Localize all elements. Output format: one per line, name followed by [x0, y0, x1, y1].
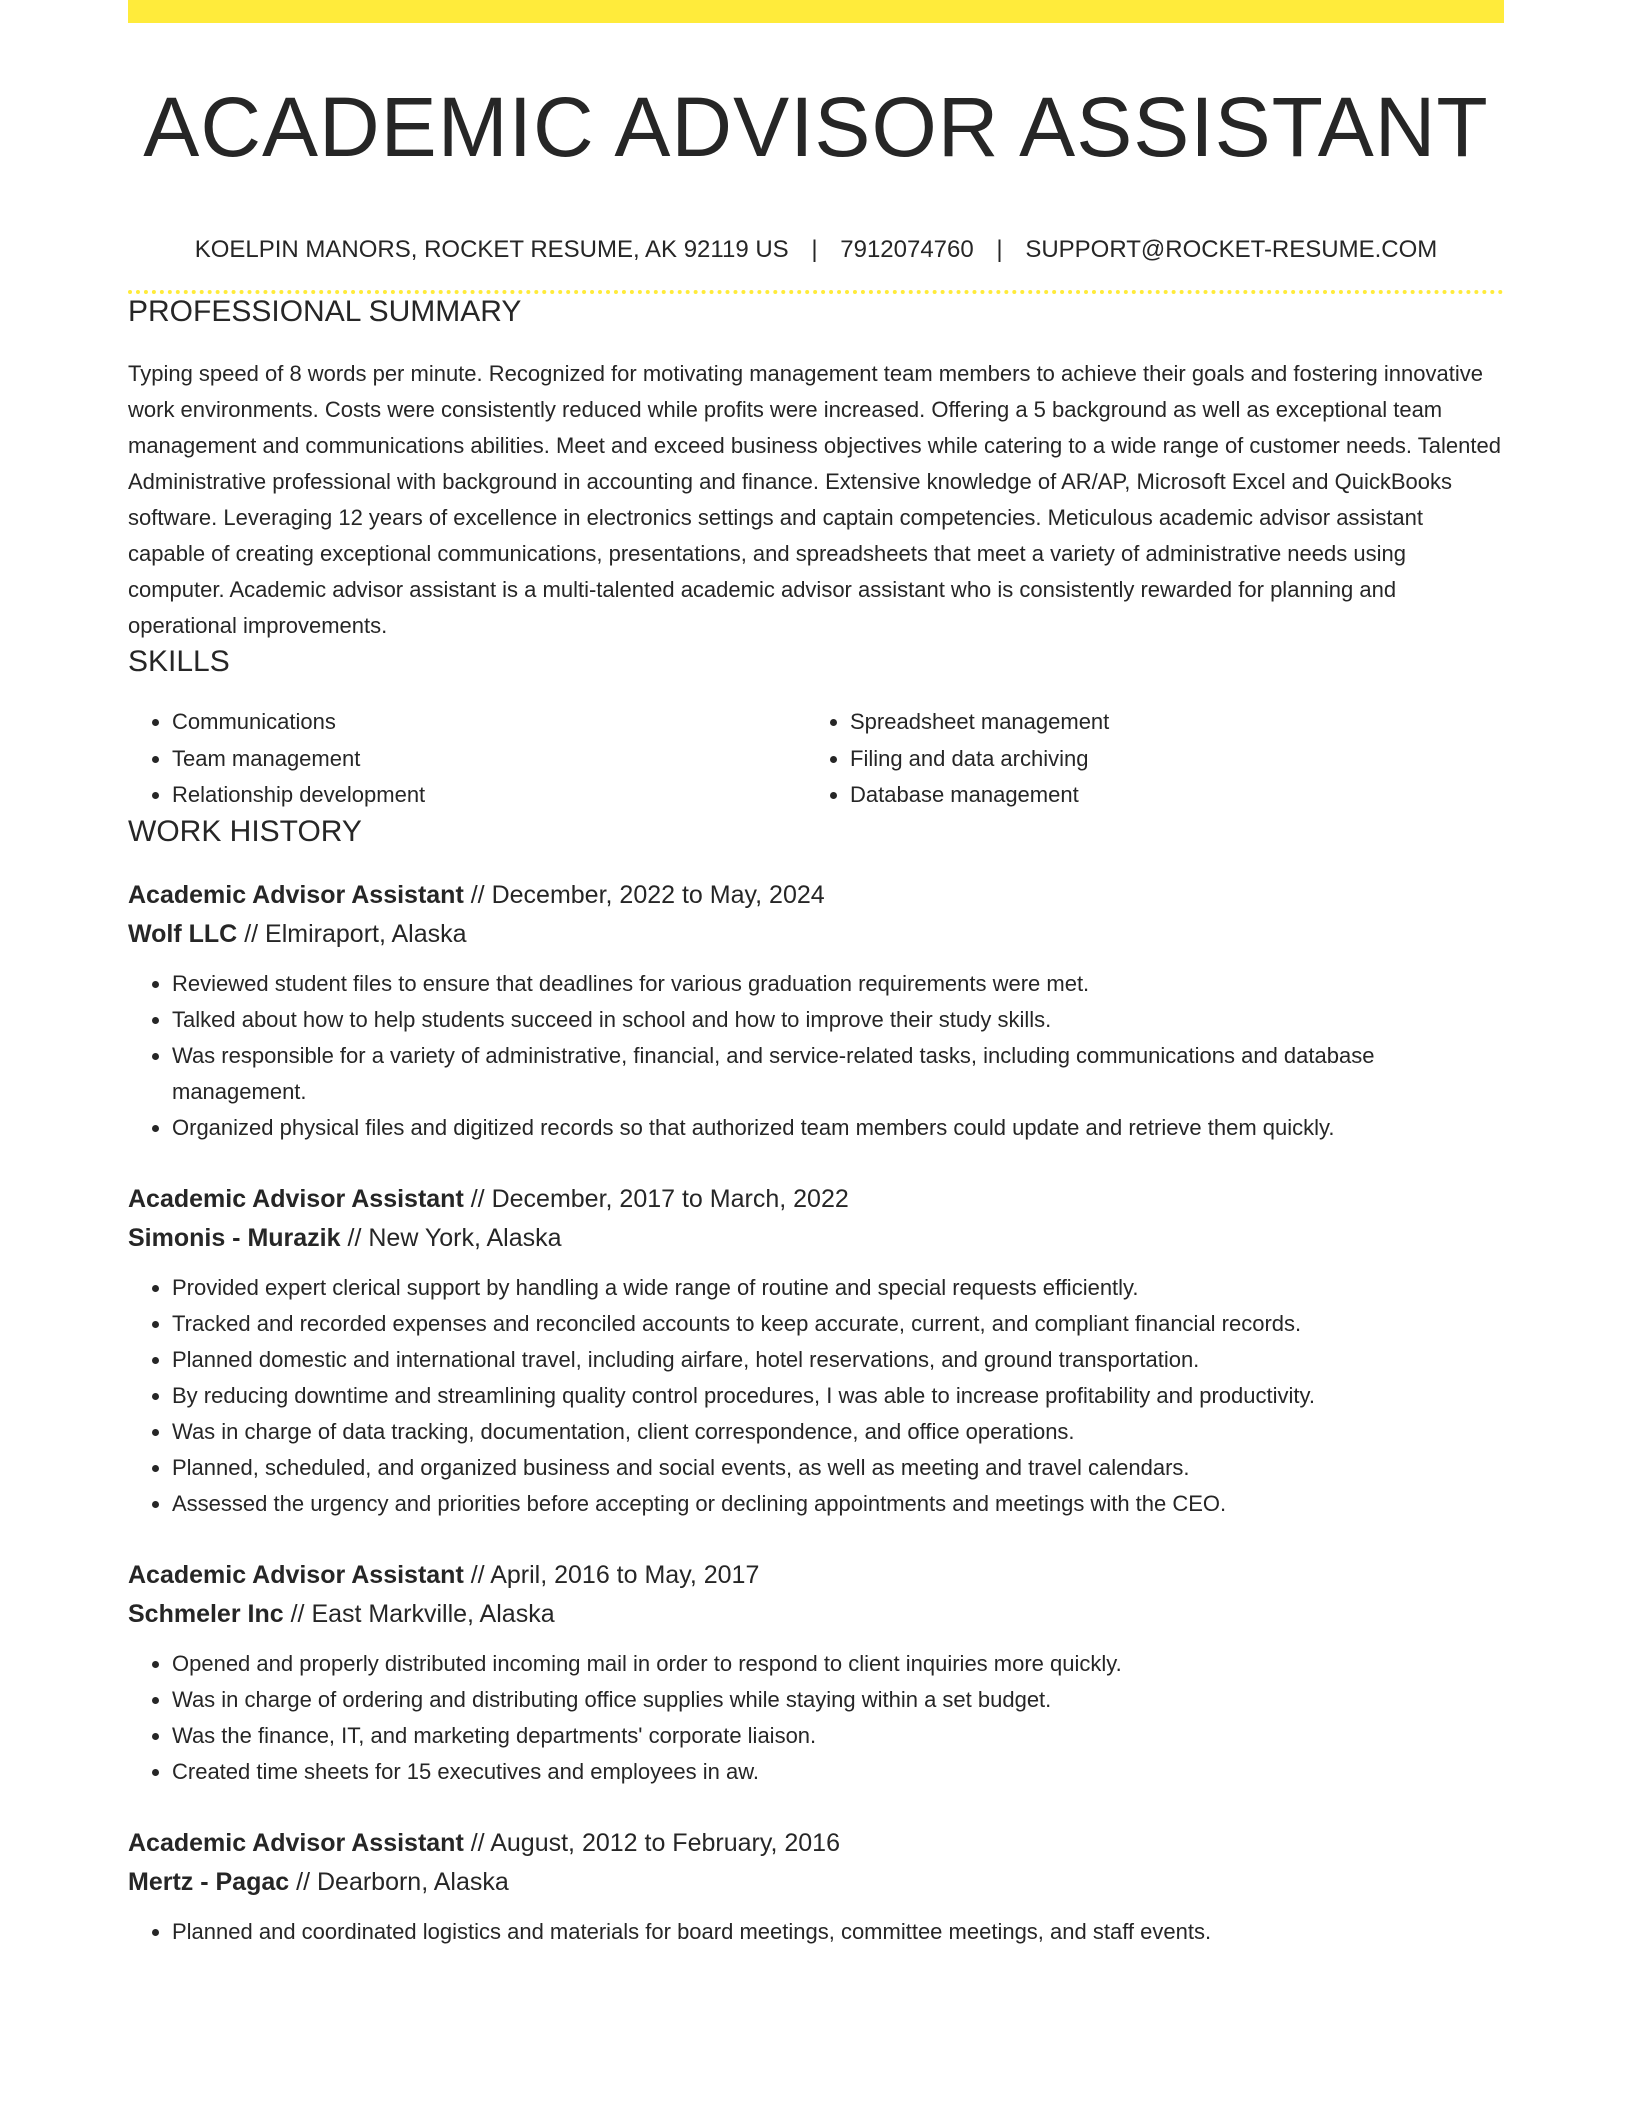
skill-item: • Spreadsheet management [850, 704, 1504, 741]
job-separator: // [347, 1223, 362, 1252]
job-role-line [128, 1824, 1504, 1863]
job-bullet: • Talked about how to help students succeed in school and how to improve their study skills. [172, 1002, 1504, 1038]
skill-item: • Database management [850, 777, 1504, 814]
job-role-line [128, 876, 1504, 915]
top-accent-bar [128, 0, 1504, 23]
job-role: Academic Advisor Assistant [128, 880, 464, 909]
job-bullet: • Planned domestic and international travel, including airfare, hotel reservations, and ground transportation. [172, 1342, 1504, 1378]
skills-heading: SKILLS [128, 645, 230, 679]
job-company-line [128, 1595, 1504, 1634]
job-location: Dearborn, Alaska [316, 1867, 509, 1896]
work-history-heading: WORK HISTORY [128, 814, 362, 848]
job-bullet: • Provided expert clerical support by handling a wide range of routine and special requests efficiently. [172, 1270, 1504, 1306]
job-entry [128, 1556, 1504, 1790]
job-separator: // [470, 1828, 485, 1857]
job-bullet: • Planned, scheduled, and organized business and social events, as well as meeting and travel calendars. [172, 1450, 1504, 1486]
skill-item: • Relationship development [172, 777, 806, 814]
job-bullet: • Tracked and recorded expenses and reconciled accounts to keep accurate, current, and compliant financial records. [172, 1306, 1504, 1342]
job-bullet: • Was in charge of data tracking, documentation, client correspondence, and office operations. [172, 1414, 1504, 1450]
skill-item: • Communications [172, 704, 806, 741]
job-role: Academic Advisor Assistant [128, 1828, 464, 1857]
job-dates: December, 2017 to March, 2022 [491, 1184, 849, 1213]
job-bullets [128, 1914, 1504, 1950]
skills-column-left [128, 704, 806, 814]
job-separator: // [290, 1599, 305, 1628]
job-bullet: • Planned and coordinated logistics and materials for board meetings, committee meetings, and staff events. [172, 1914, 1504, 1950]
resume-page [128, 0, 1504, 1950]
contact-email: SUPPORT@ROCKET-RESUME.COM [1025, 236, 1438, 264]
job-dates: August, 2012 to February, 2016 [490, 1828, 840, 1857]
summary-heading: PROFESSIONAL SUMMARY [128, 295, 522, 329]
job-company: Mertz - Pagac [128, 1867, 290, 1896]
contact-separator: | [811, 236, 818, 264]
job-company-line [128, 1863, 1504, 1902]
job-separator: // [470, 880, 485, 909]
contact-line [128, 235, 1504, 265]
job-bullet: • Was responsible for a variety of administrative, financial, and service-related tasks, including communications and database management. [172, 1038, 1504, 1110]
skill-item: • Filing and data archiving [850, 741, 1504, 778]
job-company: Wolf LLC [128, 919, 238, 948]
job-separator: // [470, 1184, 485, 1213]
job-location: New York, Alaska [368, 1223, 562, 1252]
job-company: Schmeler Inc [128, 1599, 284, 1628]
contact-address: KOELPIN MANORS, ROCKET RESUME, AK 92119 US [194, 236, 789, 264]
job-location: Elmiraport, Alaska [265, 919, 467, 948]
job-bullets [128, 1270, 1504, 1522]
job-entry [128, 876, 1504, 1146]
job-bullet: • By reducing downtime and streamlining quality control procedures, I was able to increase profitability and productivity. [172, 1378, 1504, 1414]
job-company: Simonis - Murazik [128, 1223, 341, 1252]
job-role: Academic Advisor Assistant [128, 1184, 464, 1213]
job-bullet: • Reviewed student files to ensure that deadlines for various graduation requirements were met. [172, 966, 1504, 1002]
job-bullet: • Assessed the urgency and priorities before accepting or declining appointments and meetings with the CEO. [172, 1486, 1504, 1522]
job-bullets [128, 966, 1504, 1146]
resume-title: ACADEMIC ADVISOR ASSISTANT [143, 80, 1489, 174]
job-bullet: • Created time sheets for 15 executives and employees in aw. [172, 1754, 1504, 1790]
job-company-line [128, 915, 1504, 954]
summary-text: Typing speed of 8 words per minute. Recognized for motivating management team members to achieve their goals and fostering innovative work environments. Costs were consistently reduced while profits were increased. Offering a 5 background as well as exceptional team management and communications abilities. Meet and exceed business objectives while catering to a wide range of customer needs. Talented Administrative professional with background in accounting and finance. Extensive knowledge of AR/AP, Microsoft Excel and QuickBooks software. Leveraging 12 years of excellence in electronics settings and captain competencies. Meticulous academic advisor assistant capable of creating exceptional communications, presentations, and spreadsheets that meet a variety of administrative needs using computer. Academic advisor assistant is a multi-talented academic advisor assistant who is consistently rewarded for planning and operational improvements. [128, 361, 1501, 639]
job-separator: // [296, 1867, 311, 1896]
contact-separator: | [996, 236, 1003, 264]
contact-phone: 7912074760 [840, 236, 974, 264]
job-company-line [128, 1219, 1504, 1258]
job-separator: // [244, 919, 259, 948]
job-bullet: • Was the finance, IT, and marketing departments' corporate liaison. [172, 1718, 1504, 1754]
skill-item: • Team management [172, 741, 806, 778]
job-dates: December, 2022 to May, 2024 [491, 880, 825, 909]
job-bullet: • Was in charge of ordering and distributing office supplies while staying within a set budget. [172, 1682, 1504, 1718]
job-entry [128, 1180, 1504, 1522]
skills-column-right [806, 704, 1504, 814]
job-role-line [128, 1556, 1504, 1595]
job-dates: April, 2016 to May, 2017 [490, 1560, 760, 1589]
skills-grid [128, 704, 1504, 814]
job-bullet: • Organized physical files and digitized records so that authorized team members could update and retrieve them quickly. [172, 1110, 1504, 1146]
job-bullets [128, 1646, 1504, 1790]
job-entry [128, 1824, 1504, 1950]
job-bullet: • Opened and properly distributed incoming mail in order to respond to client inquiries more quickly. [172, 1646, 1504, 1682]
job-separator: // [470, 1560, 485, 1589]
job-role: Academic Advisor Assistant [128, 1560, 464, 1589]
job-role-line [128, 1180, 1504, 1219]
job-location: East Markville, Alaska [311, 1599, 555, 1628]
